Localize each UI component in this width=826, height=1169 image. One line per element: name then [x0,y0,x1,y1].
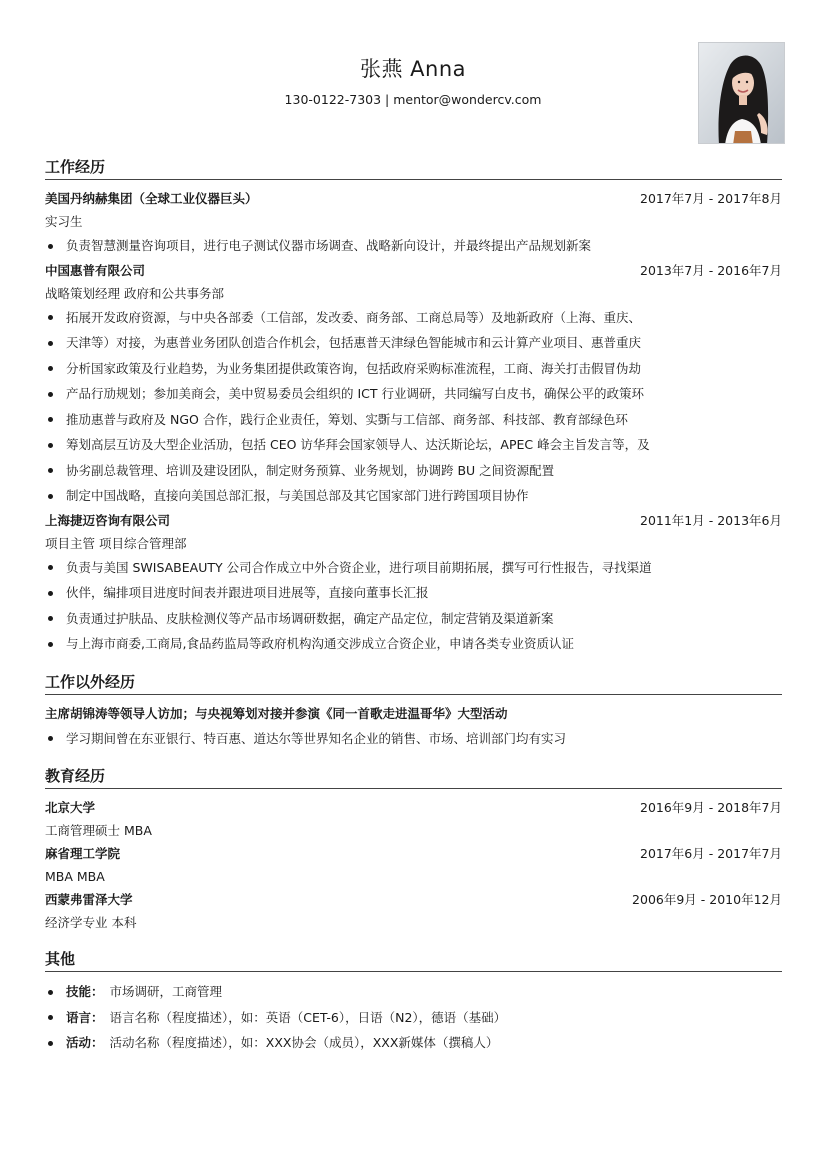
section-title-education: 教育经历 [45,761,782,789]
bullet-item: 负责与美国 SWISABEAUTY 公司合作成立中外合资企业，进行项目前期拓展，撰写可行性报告，寻找渠道 [45,555,782,581]
entry-role: 项目主管 项目综合管理部 [45,535,187,551]
entry-date: 2017年7月 - 2017年8月 [640,191,782,206]
profile-photo [698,42,785,144]
bullet-item: 筹划高层互访及大型企业活劢，包括 CEO 访华拜会国家领导人、达沃斯论坛，APEC 峰会主旨发言等，及 [45,432,782,458]
entry-org: 西蒙弗雷泽大学 [45,892,133,907]
education-entry [45,842,782,888]
work-entry [45,187,782,259]
bullet-item: 制定中国战略，直接向美国总部汇报，与美国总部及其它国家部门进行跨国项目协作 [45,483,782,509]
entry-org: 北京大学 [45,800,96,815]
education-entry [45,796,782,842]
item-text: 语言名称（程度描述），如：英语（CET-6），日语（N2），德语（基础） [109,1009,507,1025]
bullet-item: 天津等）对接，为惠普业务团队创造合作机会，包括惠普天津绿色智能城市和云计算产业项目、惠普重庆 [45,330,782,356]
item-text: 活动名称（程度描述），如：XXX协会（成员），XXX新媒体（撰稿人） [109,1035,499,1050]
entry-org: 麻省理工学院 [45,846,121,861]
work-entry [45,259,782,509]
entry-role: 经济学专业 本科 [45,915,137,930]
entry-role: 工商管理硕士 MBA [45,823,152,838]
bullet-item: 协劣副总裁管理、培训及建设团队，制定财务预算、业务规划，协调跨 BU 之间资源配置 [45,458,782,484]
outside-entry [45,702,782,752]
bullet-list [45,726,782,752]
entry-date: 2006年9月 - 2010年12月 [632,892,782,907]
item-label: 语言： [66,1009,104,1025]
entry-org: 主席胡锦涛等领导人访加；与央视筹划对接并参演《同一首歌走进温哥华》大型活动 [45,705,508,721]
bullet-item: 伙伴，编排项目进度时间表并跟进项目进展等，直接向董事长汇报 [45,580,782,606]
bullet-item: 拓展开发政府资源，与中央各部委（工信部，发改委、商务部、工商总局等）及地新政府（上海、重庆、 [45,305,782,331]
bullet-item: 学习期间曾在东亚银行、特百惠、道达尔等世界知名企业的销售、市场、培训部门均有实习 [45,726,782,752]
section-title-outside: 工作以外经历 [45,667,782,695]
section-education [45,761,782,934]
bullet-item: 推劢惠普与政府及 NGO 合作，践行企业责任，筹划、实斲与工信部、商务部、科技部、教育部绿色环 [45,407,782,433]
item-label: 技能： [66,984,104,999]
bullet-list [45,555,782,657]
portrait-image [699,43,785,144]
entry-date: 2017年6月 - 2017年7月 [640,846,782,861]
entry-role: 实习生 [45,214,83,229]
other-item-languages [45,1005,782,1031]
bullet-list [45,979,782,1056]
entry-date: 2013年7月 - 2016年7月 [640,262,782,278]
entry-role: 战略策划经理 政府和公共事务部 [45,285,224,301]
entry-role: MBA MBA [45,869,105,884]
other-item-activities [45,1030,782,1056]
bullet-item: 与上海市商委,工商局,食品药监局等政府机构沟通交涉成立合资企业，申请各类专业资质认证 [45,631,782,657]
resume-body [45,152,782,1056]
work-entry [45,509,782,657]
item-label: 活动： [66,1035,104,1050]
bullet-list [45,305,782,509]
bullet-item: 负责智慧测量咨询项目，进行电子测试仪器市场调查、战略新向设计，并最终提出产品规划新案 [45,233,782,259]
entry-org: 美国丹纳赫集团（全球工业仪器巨头） [45,191,258,206]
contact-info: 130-0122-7303 | mentor@wondercv.com [284,92,542,107]
entry-org: 上海捷迈咨询有限公司 [45,512,171,528]
section-other [45,944,782,1056]
entry-date: 2011年1月 - 2013年6月 [640,512,782,528]
entry-org: 中国惠普有限公司 [45,262,146,278]
section-work [45,152,782,657]
bullet-item: 负责通过护肤品、皮肤检测仪等产品市场调研数据，确定产品定位，制定营销及渠道新案 [45,606,782,632]
entry-date: 2016年9月 - 2018年7月 [640,800,782,815]
education-entry [45,888,782,934]
bullet-item: 分析国家政策及行业趋势，为业务集团提供政策咨询，包括政府采购标准流程，工商、海关打击假冒伪劫 [45,356,782,382]
bullet-list [45,233,782,259]
other-item-skills [45,979,782,1005]
section-title-work: 工作经历 [45,152,782,180]
section-title-other: 其他 [45,944,782,972]
section-outside [45,667,782,752]
bullet-item: 产品行劢规划；参加美商会，美中贸易委员会组织的 ICT 行业调研，共同编写白皮书，确保公平的政策环 [45,381,782,407]
candidate-name: 张燕 Anna [359,57,467,81]
item-text: 市场调研，工商管理 [109,984,223,999]
